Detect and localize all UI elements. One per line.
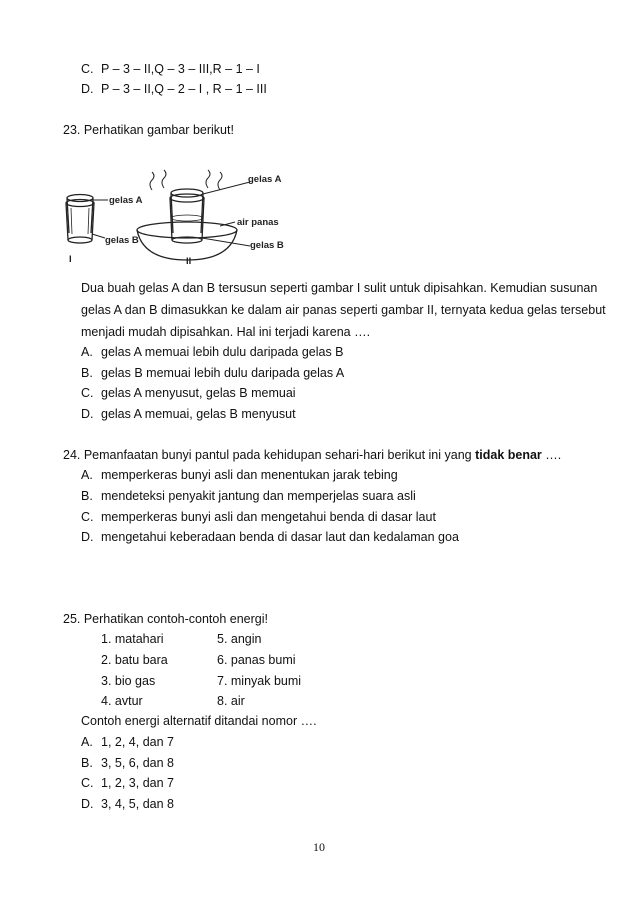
option-text: mengetahui keberadaan benda di dasar laut dan kedalaman goa [101, 530, 459, 544]
option-letter: A. [81, 468, 93, 482]
energy-list-item: 5. angin [217, 632, 262, 646]
option-text: gelas A menyusut, gelas B memuai [101, 386, 296, 400]
option-letter: C. [81, 776, 94, 790]
energy-list-item: 3. bio gas [101, 674, 156, 688]
option-text: P – 3 – II,Q – 3 – III,R – 1 – I [101, 62, 260, 76]
option-letter: D. [81, 530, 94, 544]
label-gelas-b-2: gelas B [250, 240, 284, 251]
option-text: mendeteksi penyakit jantung dan memperjelas suara asli [101, 489, 416, 503]
energy-list-item: 7. minyak bumi [217, 674, 302, 688]
option-letter: C. [81, 386, 94, 400]
stem-text: …. [541, 448, 562, 462]
leader-line [203, 182, 250, 194]
option-text: 3, 5, 6, dan 8 [101, 756, 174, 770]
energy-list-item: 1. matahari [101, 632, 164, 646]
energy-list-item: 6. panas bumi [217, 653, 296, 667]
option-letter: C. [81, 62, 94, 76]
label-roman-2: II [186, 256, 192, 267]
label-gelas-b-1: gelas B [105, 235, 139, 246]
option-letter: D. [81, 407, 94, 421]
option-text: 1, 2, 4, dan 7 [101, 735, 174, 749]
label-gelas-a-2: gelas A [248, 174, 282, 185]
option-letter: B. [81, 756, 93, 770]
question-body-line: Dua buah gelas A dan B tersusun seperti gambar I sulit untuk dipisahkan. Kemudian susunan [81, 281, 598, 295]
page-number: 10 [313, 840, 325, 854]
option-letter: A. [81, 735, 93, 749]
glass-figure [60, 168, 300, 268]
option-letter: B. [81, 489, 93, 503]
question-24-stem [63, 448, 561, 462]
label-air-panas: air panas [237, 217, 279, 228]
stem-text: 24. Pemanfaatan bunyi pantul pada kehidupan sehari-hari berikut ini yang [63, 448, 476, 462]
option-text: 3, 4, 5, dan 8 [101, 797, 174, 811]
option-text: memperkeras bunyi asli dan menentukan jarak tebing [101, 468, 398, 482]
question-body-line: gelas A dan B dimasukkan ke dalam air panas seperti gambar II, ternyata kedua gelas tersebut [81, 303, 606, 317]
figure-ii-bowl [137, 189, 237, 260]
question-25-prompt: Contoh energi alternatif ditandai nomor …. [81, 714, 317, 728]
stem-emphasis: tidak benar [475, 448, 542, 462]
option-text: gelas B memuai lebih dulu daripada gelas A [101, 366, 345, 380]
question-23-title: 23. Perhatikan gambar berikut! [63, 123, 234, 137]
option-text: P – 3 – II,Q – 2 – I , R – 1 – III [101, 82, 267, 96]
energy-list-item: 4. avtur [101, 694, 143, 708]
energy-list-item: 2. batu bara [101, 653, 168, 667]
label-gelas-a-1: gelas A [109, 195, 143, 206]
option-text: 1, 2, 3, dan 7 [101, 776, 174, 790]
option-text: gelas A memuai, gelas B menyusut [101, 407, 296, 421]
option-letter: B. [81, 366, 93, 380]
option-letter: D. [81, 82, 94, 96]
question-body-line: menjadi mudah dipisahkan. Hal ini terjadi karena …. [81, 325, 371, 339]
steam-lines [150, 170, 222, 190]
energy-list-item: 8. air [217, 694, 245, 708]
option-letter: A. [81, 345, 93, 359]
figure-i-glasses [66, 195, 94, 244]
option-text: memperkeras bunyi asli dan mengetahui benda di dasar laut [101, 510, 436, 524]
leader-line [202, 238, 250, 246]
question-25-title: 25. Perhatikan contoh-contoh energi! [63, 612, 268, 626]
option-letter: C. [81, 510, 94, 524]
option-letter: D. [81, 797, 94, 811]
label-roman-1: I [69, 254, 72, 265]
leader-line [92, 234, 105, 238]
option-text: gelas A memuai lebih dulu daripada gelas B [101, 345, 344, 359]
